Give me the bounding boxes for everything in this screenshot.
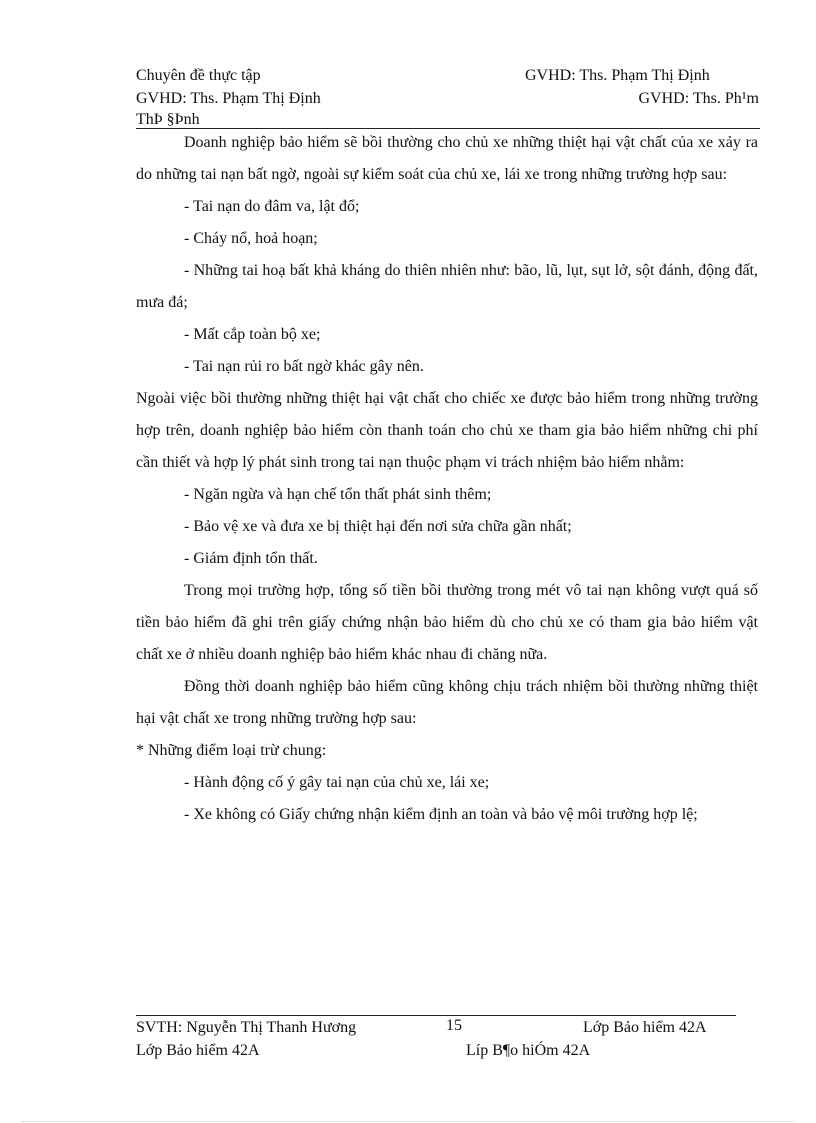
footer-student: SVTH: Nguyễn Thị Thanh Hương	[136, 1019, 357, 1036]
header-supervisor-garbled: GVHD: Ths. Ph¹m	[638, 90, 759, 107]
document-body	[136, 128, 758, 831]
list-item: - Mất cắp toàn bộ xe;	[184, 326, 321, 343]
list-item: - Hành động cố ý gây tai nạn của chủ xe, lái xe;	[184, 774, 490, 791]
footer-class-repeat: Lớp Bảo hiểm 42A	[136, 1042, 260, 1059]
footer-class: Lớp Bảo hiểm 42A	[583, 1019, 707, 1036]
section-heading-exclusions: * Những điểm loại trừ chung:	[136, 742, 327, 759]
paragraph-additional-costs: Ngoài việc bồi thường những thiệt hại vật chất cho chiếc xe được bảo hiểm trong những trường hợp trên, doanh nghiệp bảo hiểm còn thanh toán cho chủ xe tham gia bảo hiểm những chi phí cần thiết và hợp lý phát sinh trong tai nạn thuộc phạm vi trách nhiệm bảo hiểm nhằm:	[136, 390, 758, 471]
list-item: - Giám định tổn thất.	[184, 550, 318, 567]
list-item: - Những tai hoạ bất khả kháng do thiên nhiên như: bão, lũ, lụt, sụt lở, sột đánh, động đất, mưa đá;	[136, 262, 758, 311]
paragraph-limit: Trong mọi trường hợp, tổng số tiền bồi thường trong mét vô tai nạn không vượt quá số tiền bảo hiểm đã ghi trên giấy chứng nhận bảo hiểm dù cho chủ xe có tham gia bảo hiểm vật chất xe ở nhiều doanh nghiệp bảo hiểm khác nhau đi chăng nữa.	[136, 582, 758, 663]
paragraph-intro: Doanh nghiệp bảo hiểm sẽ bồi thường cho chủ xe những thiệt hại vật chất của xe xảy ra do những tai nạn bất ngờ, ngoài sự kiểm soát của chủ xe, lái xe trong những trường hợp sau:	[136, 134, 758, 183]
list-item: - Ngăn ngừa và hạn chế tổn thất phát sinh thêm;	[184, 486, 492, 503]
header-supervisor: GVHD: Ths. Phạm Thị Định	[525, 67, 710, 84]
footer-rule	[136, 1015, 736, 1016]
paragraph-exclusions-intro: Đồng thời doanh nghiệp bảo hiểm cũng không chịu trách nhiệm bồi thường những thiệt hại vật chất xe trong những trường hợp sau:	[136, 678, 758, 727]
header-topic: Chuyên đề thực tập	[136, 67, 261, 84]
list-item: - Bảo vệ xe và đưa xe bị thiệt hại đến nơi sửa chữa gần nhất;	[184, 518, 572, 535]
list-item: - Tai nạn do đâm va, lật đổ;	[184, 198, 360, 215]
list-item: - Cháy nổ, hoả hoạn;	[184, 230, 318, 247]
header-garbled-tail: ThÞ §Þnh	[136, 111, 200, 128]
list-item: - Xe không có Giấy chứng nhận kiểm định an toàn và bảo vệ môi trường hợp lệ;	[184, 806, 698, 823]
page-number: 15	[446, 1017, 462, 1034]
page-edge-divider	[22, 1121, 794, 1122]
list-item: - Tai nạn rủi ro bất ngờ khác gây nên.	[184, 358, 424, 375]
header-supervisor-repeat: GVHD: Ths. Phạm Thị Định	[136, 90, 321, 107]
footer-class-garbled: Líp B¶o hiÓm 42A	[466, 1042, 591, 1059]
